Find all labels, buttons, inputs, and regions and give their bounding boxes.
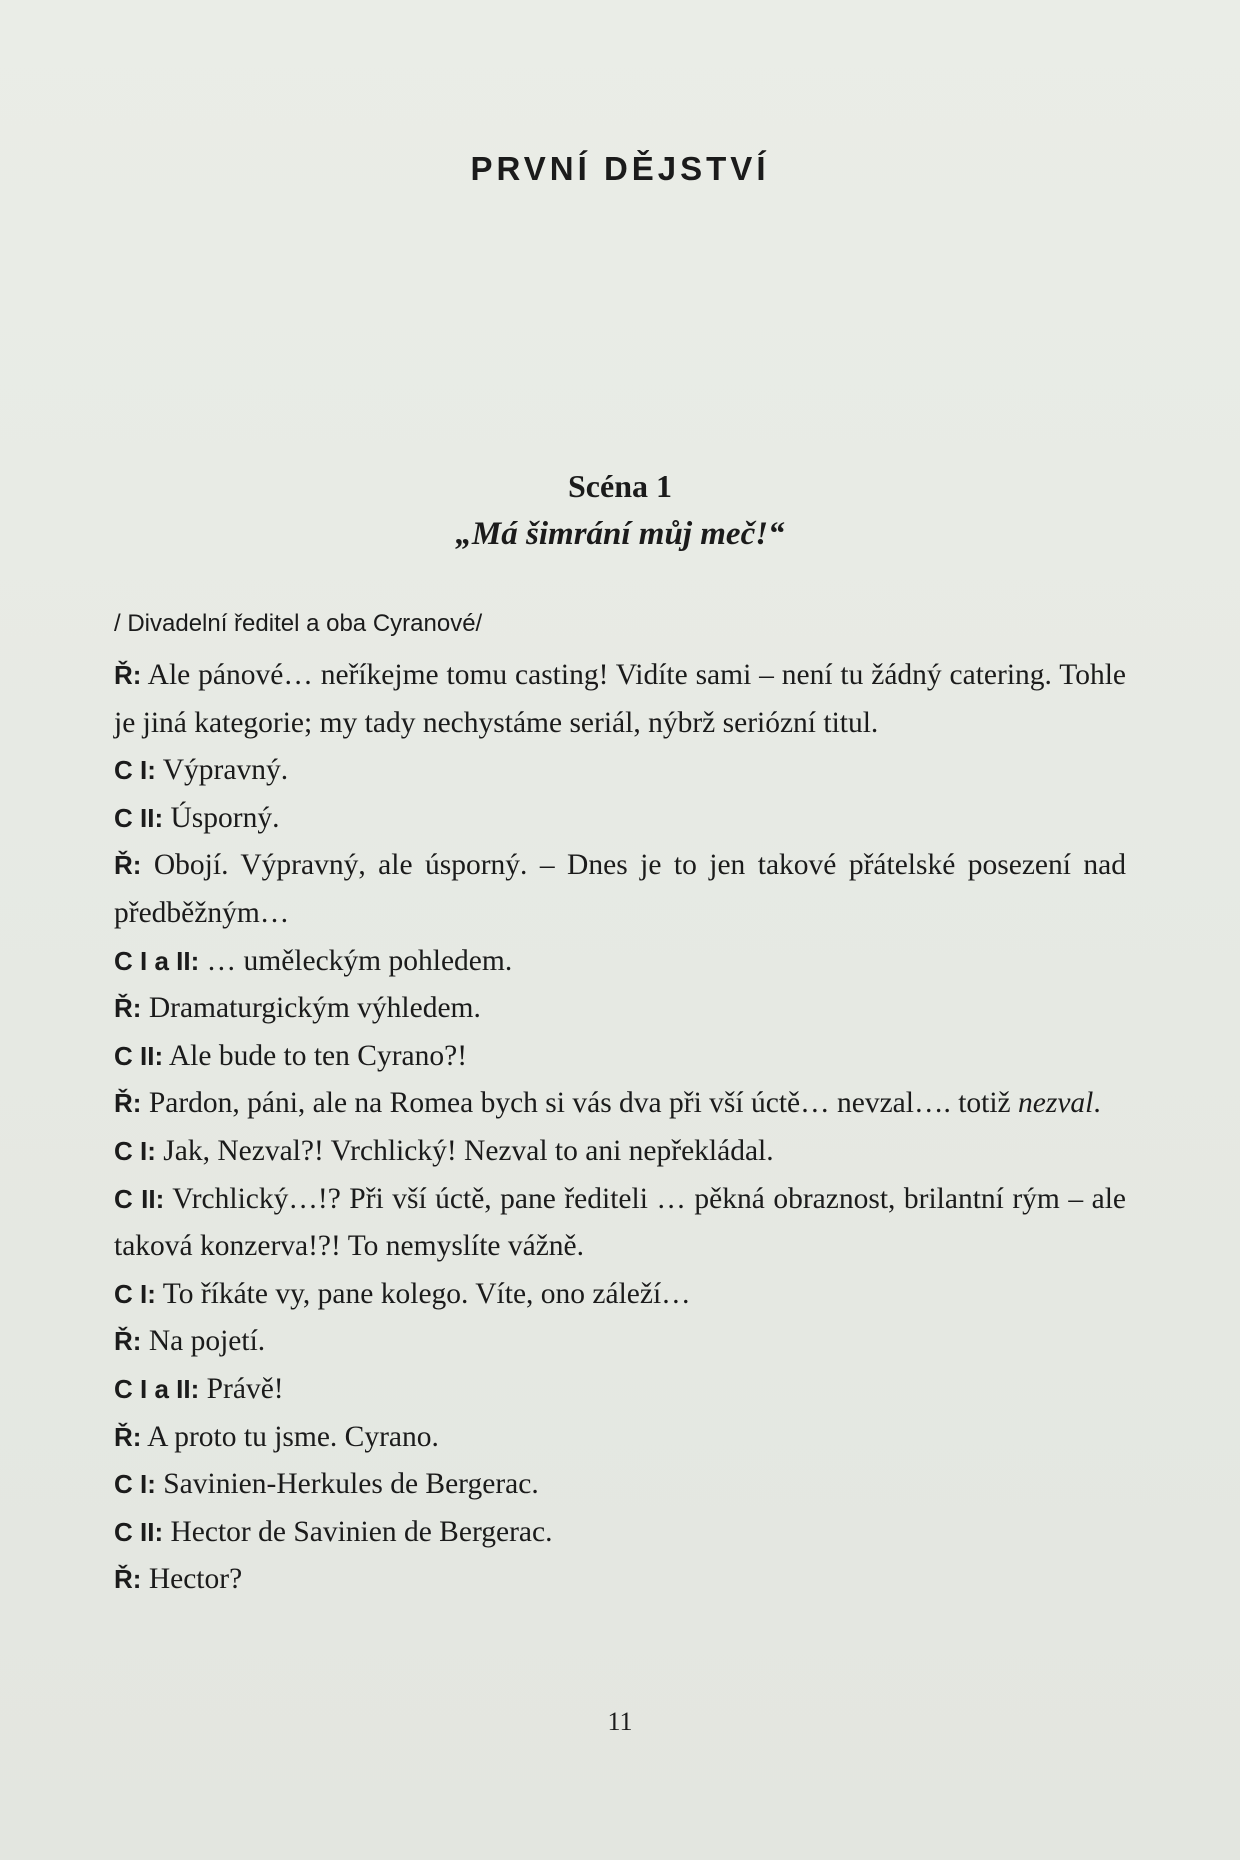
speaker-label: C I:: [114, 755, 156, 786]
dialogue-line: [114, 985, 1126, 1033]
line-text: Vrchlický…!? Při vší úctě, pane řediteli … pěkná obraznost, brilantní rým – ale taková konzerva!?! To nemyslíte vážně.: [114, 1182, 1126, 1263]
line-text: Ale pánové… neříkejme tomu casting! Vidíte sami – není tu žádný catering. Tohle je jiná kategorie; my tady nechystáme seriál, nýbrž seriózní titul.: [114, 659, 1126, 739]
line-text: Obojí. Výpravný, ale úsporný. – Dnes je to jen takové přátelské posezení nad předběžným…: [114, 849, 1126, 929]
speaker-label: C II:: [114, 802, 164, 833]
dialogue-line: [114, 1556, 1126, 1604]
dialogue-line: [114, 1461, 1126, 1509]
speaker-label: C I:: [114, 1278, 156, 1309]
line-text: Ale bude to ten Cyrano?!: [163, 1039, 468, 1072]
line-text: … uměleckým pohledem.: [199, 944, 513, 977]
scene-quote: „Má šimrání můj meč!“: [455, 516, 785, 552]
line-text: Savinien-Herkules de Bergerac.: [155, 1468, 539, 1501]
speaker-label: C II:: [114, 1516, 164, 1547]
line-text: Výpravný.: [155, 754, 289, 787]
speaker-label: Ř:: [114, 1421, 142, 1452]
line-text: Dramaturgickým výhledem.: [141, 992, 481, 1025]
speaker-label: Ř:: [114, 1564, 142, 1595]
line-text: Úsporný.: [163, 801, 280, 834]
speaker-label: C I a II:: [114, 1373, 200, 1404]
speaker-label: C II:: [114, 1183, 165, 1214]
line-text: Právě!: [199, 1372, 284, 1405]
line-text: Na pojetí.: [141, 1325, 266, 1358]
line-text: A proto tu jsme. Cyrano.: [141, 1420, 439, 1453]
speaker-label: Ř:: [114, 660, 142, 690]
dialogue-line: [114, 1080, 1126, 1128]
speaker-label: Ř:: [114, 1088, 142, 1119]
act-title: PRVNÍ DĚJSTVÍ: [470, 150, 770, 187]
dialogue-line: [114, 1128, 1126, 1176]
stage-direction: / Divadelní ředitel a oba Cyranové/: [114, 610, 483, 637]
dialogue-line: [114, 652, 1126, 747]
dialogue-line: [114, 1509, 1126, 1557]
dialogue-line: [114, 1366, 1126, 1414]
line-text: To říkáte vy, pane kolego. Víte, ono záleží…: [155, 1277, 691, 1310]
dialogue-line: [114, 842, 1126, 937]
line-text: Jak, Nezval?! Vrchlický! Nezval to ani nepřekládal.: [155, 1134, 774, 1167]
speaker-label: Ř:: [114, 850, 142, 881]
line-text: Hector de Savinien de Bergerac.: [163, 1515, 553, 1548]
speaker-label: C I:: [114, 1469, 156, 1500]
dialogue-line: [114, 1033, 1126, 1081]
speaker-label: Ř:: [114, 1326, 142, 1357]
speaker-label: Ř:: [114, 993, 142, 1024]
dialogue-line: [114, 938, 1126, 986]
dialogue-line: [114, 1318, 1126, 1366]
line-text-end: .: [1093, 1087, 1101, 1120]
scene-title: Scéna 1: [568, 468, 672, 504]
speaker-label: C I:: [114, 1135, 156, 1166]
dialogue-line: [114, 1176, 1126, 1271]
line-text: Pardon, páni, ale na Romea bych si vás dva při vší úctě… nevzal…. totiž: [141, 1087, 1019, 1120]
line-text: Hector?: [141, 1563, 243, 1596]
dialogue-line: [114, 747, 1126, 795]
dialogue: [114, 652, 1126, 1604]
speaker-label: C II:: [114, 1040, 164, 1071]
dialogue-line: [114, 795, 1126, 843]
line-emphasis: nezval: [1018, 1087, 1094, 1120]
dialogue-line: [114, 1271, 1126, 1319]
dialogue-line: [114, 1414, 1126, 1462]
speaker-label: C I a II:: [114, 945, 200, 976]
page-number: 11: [607, 1707, 633, 1736]
